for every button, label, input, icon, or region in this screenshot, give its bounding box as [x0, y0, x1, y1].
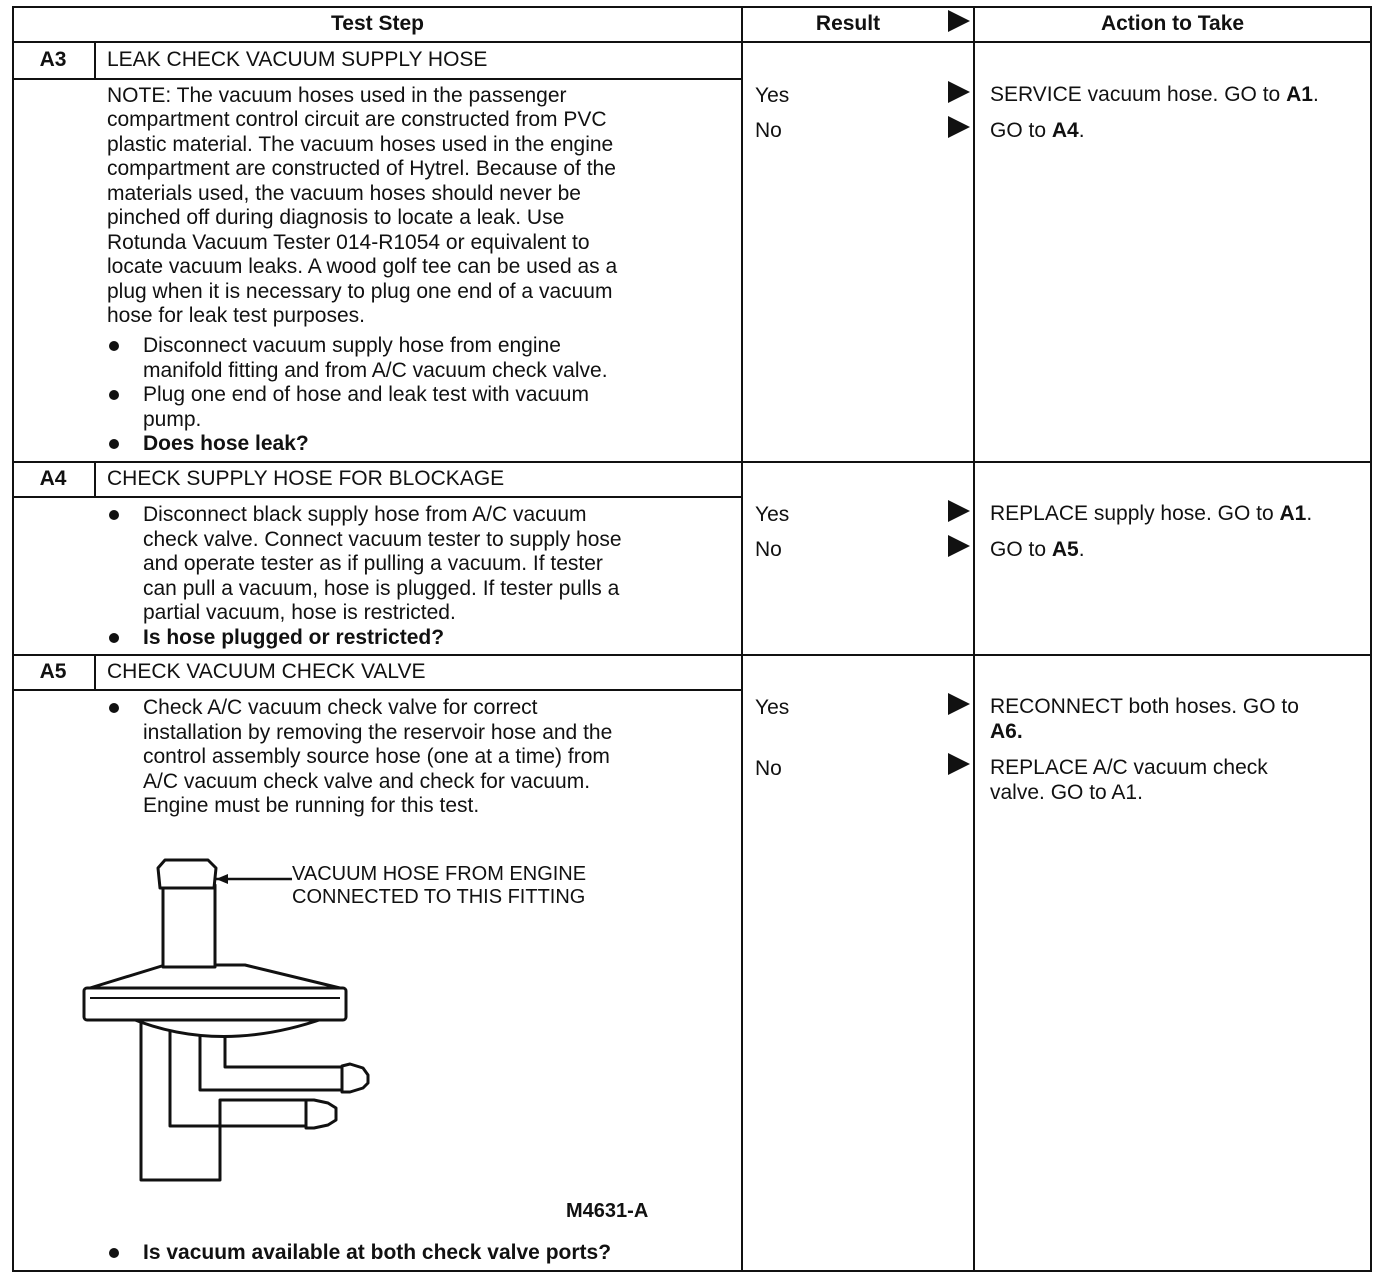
result-yes: Yes [755, 84, 790, 107]
result-arrow-icon [948, 693, 970, 715]
a4-title-underline [12, 496, 743, 498]
table-border-left [12, 6, 14, 1272]
bullet-line: control assembly source hose (one at a time) from [143, 745, 610, 768]
bullet-icon [109, 439, 119, 449]
header-arrow-icon [948, 10, 970, 32]
bullet-line: can pull a vacuum, hose is plugged. If tester pulls a [143, 577, 620, 600]
note-line: NOTE: The vacuum hoses used in the passenger [107, 84, 567, 107]
note-line: plug when it is necessary to plug one end of a vacuum [107, 280, 613, 303]
bullet-question: Does hose leak? [143, 432, 309, 455]
a5-title-underline [12, 689, 743, 691]
step-divider-a5 [12, 654, 1372, 656]
header-result: Result [815, 12, 881, 35]
bullet-line: check valve. Connect vacuum tester to supply hose [143, 528, 622, 551]
result-no: No [755, 757, 782, 780]
a5-code-divider [94, 655, 96, 690]
action-text: A6. [990, 720, 1023, 743]
figure-callout: VACUUM HOSE FROM ENGINE [292, 863, 587, 885]
result-arrow-icon [948, 81, 970, 103]
step-title-a4: CHECK SUPPLY HOSE FOR BLOCKAGE [107, 467, 505, 490]
bullet-question: Is hose plugged or restricted? [143, 626, 445, 649]
bullet-line: Disconnect vacuum supply hose from engine [143, 334, 561, 357]
step-code-a4: A4 [39, 467, 67, 490]
note-line: compartment are constructed of Hytrel. Because of the [107, 157, 616, 180]
figure-callout: CONNECTED TO THIS FITTING [292, 886, 586, 908]
bullet-line: partial vacuum, hose is restricted. [143, 601, 456, 624]
action-text: GO to A5. [990, 538, 1085, 561]
result-arrow-icon [948, 535, 970, 557]
header-action: Action to Take [1100, 12, 1245, 35]
note-line: locate vacuum leaks. A wood golf tee can be used as a [107, 255, 618, 278]
result-no: No [755, 119, 782, 142]
result-arrow-icon [948, 116, 970, 138]
bullet-line: Plug one end of hose and leak test with vacuum [143, 383, 589, 406]
column-divider-action [973, 6, 975, 1272]
bullet-line: manifold fitting and from A/C vacuum check valve. [143, 359, 608, 382]
result-yes: Yes [755, 503, 790, 526]
bullet-icon [109, 341, 119, 351]
a3-title-underline [12, 78, 743, 80]
column-divider-result [741, 6, 743, 1272]
table-border-top [12, 6, 1372, 8]
a4-code-divider [94, 462, 96, 497]
step-code-a3: A3 [39, 48, 67, 71]
result-arrow-icon [948, 500, 970, 522]
note-line: plastic material. The vacuum hoses used in the engine [107, 133, 614, 156]
action-text: SERVICE vacuum hose. GO to A1. [990, 83, 1319, 106]
bullet-line: Engine must be running for this test. [143, 794, 480, 817]
header-divider [12, 41, 1372, 43]
bullet-line: pump. [143, 408, 202, 431]
action-text: valve. GO to A1. [990, 781, 1143, 804]
step-title-a5: CHECK VACUUM CHECK VALVE [107, 660, 426, 683]
action-text: REPLACE A/C vacuum check [990, 756, 1268, 779]
bullet-line: Check A/C vacuum check valve for correct [143, 696, 538, 719]
table-border-right [1370, 6, 1372, 1272]
bullet-icon [109, 703, 119, 713]
action-text: REPLACE supply hose. GO to A1. [990, 502, 1313, 525]
a3-code-divider [94, 42, 96, 79]
note-line: pinched off during diagnosis to locate a leak. Use [107, 206, 565, 229]
note-line: Rotunda Vacuum Tester 014-R1054 or equivalent to [107, 231, 590, 254]
bullet-line: installation by removing the reservoir hose and the [143, 721, 613, 744]
step-divider-a4 [12, 461, 1372, 463]
result-arrow-icon [948, 753, 970, 775]
bullet-line: Disconnect black supply hose from A/C vacuum [143, 503, 587, 526]
bullet-icon [109, 390, 119, 400]
bullet-icon [109, 1248, 119, 1258]
note-line: hose for leak test purposes. [107, 304, 365, 327]
bullet-line: and operate tester as if pulling a vacuum. If tester [143, 552, 603, 575]
action-text: GO to A4. [990, 119, 1085, 142]
bullet-line: A/C vacuum check valve and check for vacuum. [143, 770, 591, 793]
header-test-step: Test Step [331, 12, 424, 35]
bullet-question: Is vacuum available at both check valve ports? [143, 1241, 612, 1264]
bullet-icon [109, 510, 119, 520]
action-text: RECONNECT both hoses. GO to [990, 695, 1299, 718]
table-border-bottom [12, 1270, 1372, 1272]
step-title-a3: LEAK CHECK VACUUM SUPPLY HOSE [107, 48, 488, 71]
note-line: compartment control circuit are constructed from PVC [107, 108, 607, 131]
bullet-icon [109, 633, 119, 643]
note-line: materials used, the vacuum hoses should never be [107, 182, 581, 205]
figure-id: M4631-A [566, 1200, 649, 1222]
result-no: No [755, 538, 782, 561]
result-yes: Yes [755, 696, 790, 719]
step-code-a5: A5 [39, 660, 67, 683]
